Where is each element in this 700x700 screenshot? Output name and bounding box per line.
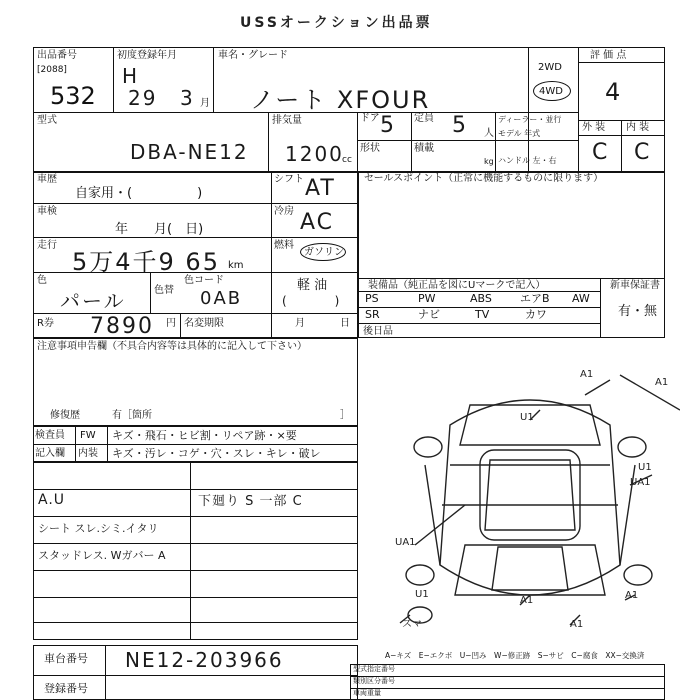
shape-label: 形状 xyxy=(360,143,380,154)
model-grade-label: 車名・グレード xyxy=(218,50,288,61)
color-change-label: 色替 xyxy=(154,285,174,296)
mileage-label: 走行 xyxy=(37,240,57,251)
mileage-unit: km xyxy=(228,260,244,271)
score-label: 評 価 点 xyxy=(590,50,627,61)
notes-label: 注意事項申告欄（不具合内容等は具体的に記入して下さい） xyxy=(37,341,307,352)
lot-sub-code: [2088] xyxy=(37,65,67,75)
remark-left-1: A.U xyxy=(38,492,66,508)
fuel-gasoline: ガソリン xyxy=(304,247,344,258)
equipment-item: TV xyxy=(475,308,490,321)
displacement-unit: cc xyxy=(342,155,352,165)
lot-number: 532 xyxy=(50,82,96,110)
remark-right: 下廻り S 一部 C xyxy=(198,494,303,509)
equipment-item: SR xyxy=(365,308,380,321)
diagram-mark: A1 xyxy=(520,595,534,606)
displacement-label: 排気量 xyxy=(272,115,302,126)
equipment-item: エアB xyxy=(520,292,550,305)
diagram-mark: A1 xyxy=(655,377,669,388)
repair-label: 修復歴 xyxy=(50,410,80,421)
remark-left-2: シート スレ.シミ.イタリ xyxy=(38,522,159,535)
drive-2wd: 2WD xyxy=(538,62,562,73)
recycle-label: R券 xyxy=(37,318,54,329)
inspector-label-2: 記入欄 xyxy=(35,448,65,459)
model-code-value: DBA-NE12 xyxy=(130,140,249,164)
capacity-unit: 人 xyxy=(484,128,494,139)
capacity-label: 定員 xyxy=(414,113,434,124)
first-reg-label: 初度登録年月 xyxy=(117,50,177,61)
dealer-label: ディーラー・並行 xyxy=(498,115,562,124)
inspector-label-1: 検査員 xyxy=(35,430,65,441)
equipment-label: 装備品（純正品を図にUマークで記入） xyxy=(368,280,546,291)
color-label: 色 xyxy=(37,275,47,286)
history-label: 車歴 xyxy=(37,174,57,185)
inspection-value: 年 月( 日) xyxy=(115,222,204,237)
model-code-label: 型式 xyxy=(37,115,57,126)
load-label: 積載 xyxy=(414,143,434,154)
reg-number-label: 登録番号 xyxy=(44,682,88,695)
ac-label: 冷房 xyxy=(274,206,294,217)
page-title: USSオークション出品票 xyxy=(240,15,433,31)
frame-number-value: NE12-203966 xyxy=(125,648,284,672)
handle-label: ハンドル 左・右 xyxy=(498,156,557,165)
diagram-mark: スマ xyxy=(402,619,422,630)
diagram-mark: U1 xyxy=(638,462,652,473)
inspector-line-2: キズ・汚レ・コゲ・穴・スレ・キレ・破レ xyxy=(112,447,321,460)
ext-value: C xyxy=(592,140,610,165)
new-warranty-value: 有・無 xyxy=(618,304,658,319)
spec-label-3: 車両重量 xyxy=(353,689,381,697)
score-value: 4 xyxy=(605,78,623,106)
first-reg-year: 29 xyxy=(128,86,158,110)
frame-number-label: 車台番号 xyxy=(44,652,88,665)
inspection-label: 車検 xyxy=(37,206,57,217)
capacity-value: 5 xyxy=(452,113,468,138)
diagram-mark: U1 xyxy=(520,412,534,423)
spec-label-1: 型式指定番号 xyxy=(353,665,395,673)
diagram-mark: A1 xyxy=(570,619,584,630)
repair-value: 有［箇所 xyxy=(112,410,152,421)
shift-label: シフト xyxy=(274,174,304,185)
first-reg-month-unit: 月 xyxy=(200,98,210,109)
fuel-paren: ( ) xyxy=(282,294,340,308)
diagram-mark: A1 xyxy=(580,369,594,380)
history-value: 自家用・( ) xyxy=(75,186,203,201)
model-year-label: モデル 年式 xyxy=(498,129,541,138)
mileage-value: 5万4千9 65 xyxy=(72,248,220,276)
diagram-mark: A1 xyxy=(625,590,639,601)
diagram-mark: UA1 xyxy=(395,537,416,548)
doors-value: 5 xyxy=(380,113,396,138)
first-reg-era: H xyxy=(122,64,140,88)
equipment-item: PS xyxy=(365,292,379,305)
shift-value: AT xyxy=(305,176,336,201)
bottom-spec-frame xyxy=(350,664,665,700)
equipment-item: カワ xyxy=(525,308,547,321)
ac-value: AC xyxy=(300,210,335,235)
fuel-diesel: 軽 油 xyxy=(297,278,328,293)
int-label: 内 装 xyxy=(626,122,650,133)
color-value: パール xyxy=(60,289,126,313)
equipment-item: ナビ xyxy=(418,308,440,321)
ext-label: 外 装 xyxy=(582,122,606,133)
inspector-line-1: キズ・飛石・ヒビ割・リペア跡・×要 xyxy=(112,429,297,442)
name-change-day: 日 xyxy=(340,318,350,329)
color-code-value: 0AB xyxy=(200,288,243,309)
lot-label: 出品番号 xyxy=(37,50,77,61)
equipment-item: AW xyxy=(572,292,590,305)
damage-legend: A−キズ E−エクボ U−凹み W−修正跡 S−サビ C−腐食 XX−交換済 xyxy=(385,651,645,660)
rear-seat-label: 後日品 xyxy=(363,326,393,337)
equipment-item: PW xyxy=(418,292,436,305)
inspector-fw: FW xyxy=(80,430,96,441)
recycle-unit: 円 xyxy=(166,318,176,329)
diagram-mark: U1 xyxy=(415,589,429,600)
spec-label-2: 類別区分番号 xyxy=(353,677,395,685)
color-code-label: 色コード xyxy=(184,275,224,286)
inspector-interior: 内装 xyxy=(78,448,98,459)
vehicle-damage-diagram xyxy=(380,365,680,650)
diagram-mark: UA1 xyxy=(630,477,651,488)
name-change-month: 月 xyxy=(295,318,305,329)
sales-points-label: セールスポイント（正常に機能するものに限ります） xyxy=(364,173,604,184)
model-grade-value: ノート XFOUR xyxy=(250,86,431,114)
name-change-label: 名変期限 xyxy=(184,318,224,329)
load-unit: kg xyxy=(484,157,494,166)
drive-4wd: 4WD xyxy=(539,86,563,97)
equipment-item: ABS xyxy=(470,292,492,305)
new-warranty-label: 新車保証書 xyxy=(610,280,660,291)
first-reg-month: 3 xyxy=(180,86,195,110)
repair-bracket-close: ］ xyxy=(340,410,350,421)
fuel-label: 燃料 xyxy=(274,240,294,251)
remark-left-3: スタッドレス. Wガバー A xyxy=(38,549,166,562)
recycle-value: 7890 xyxy=(90,314,154,339)
int-value: C xyxy=(634,140,652,165)
doors-label: ドア xyxy=(360,113,380,124)
displacement-value: 1200 xyxy=(285,142,344,166)
